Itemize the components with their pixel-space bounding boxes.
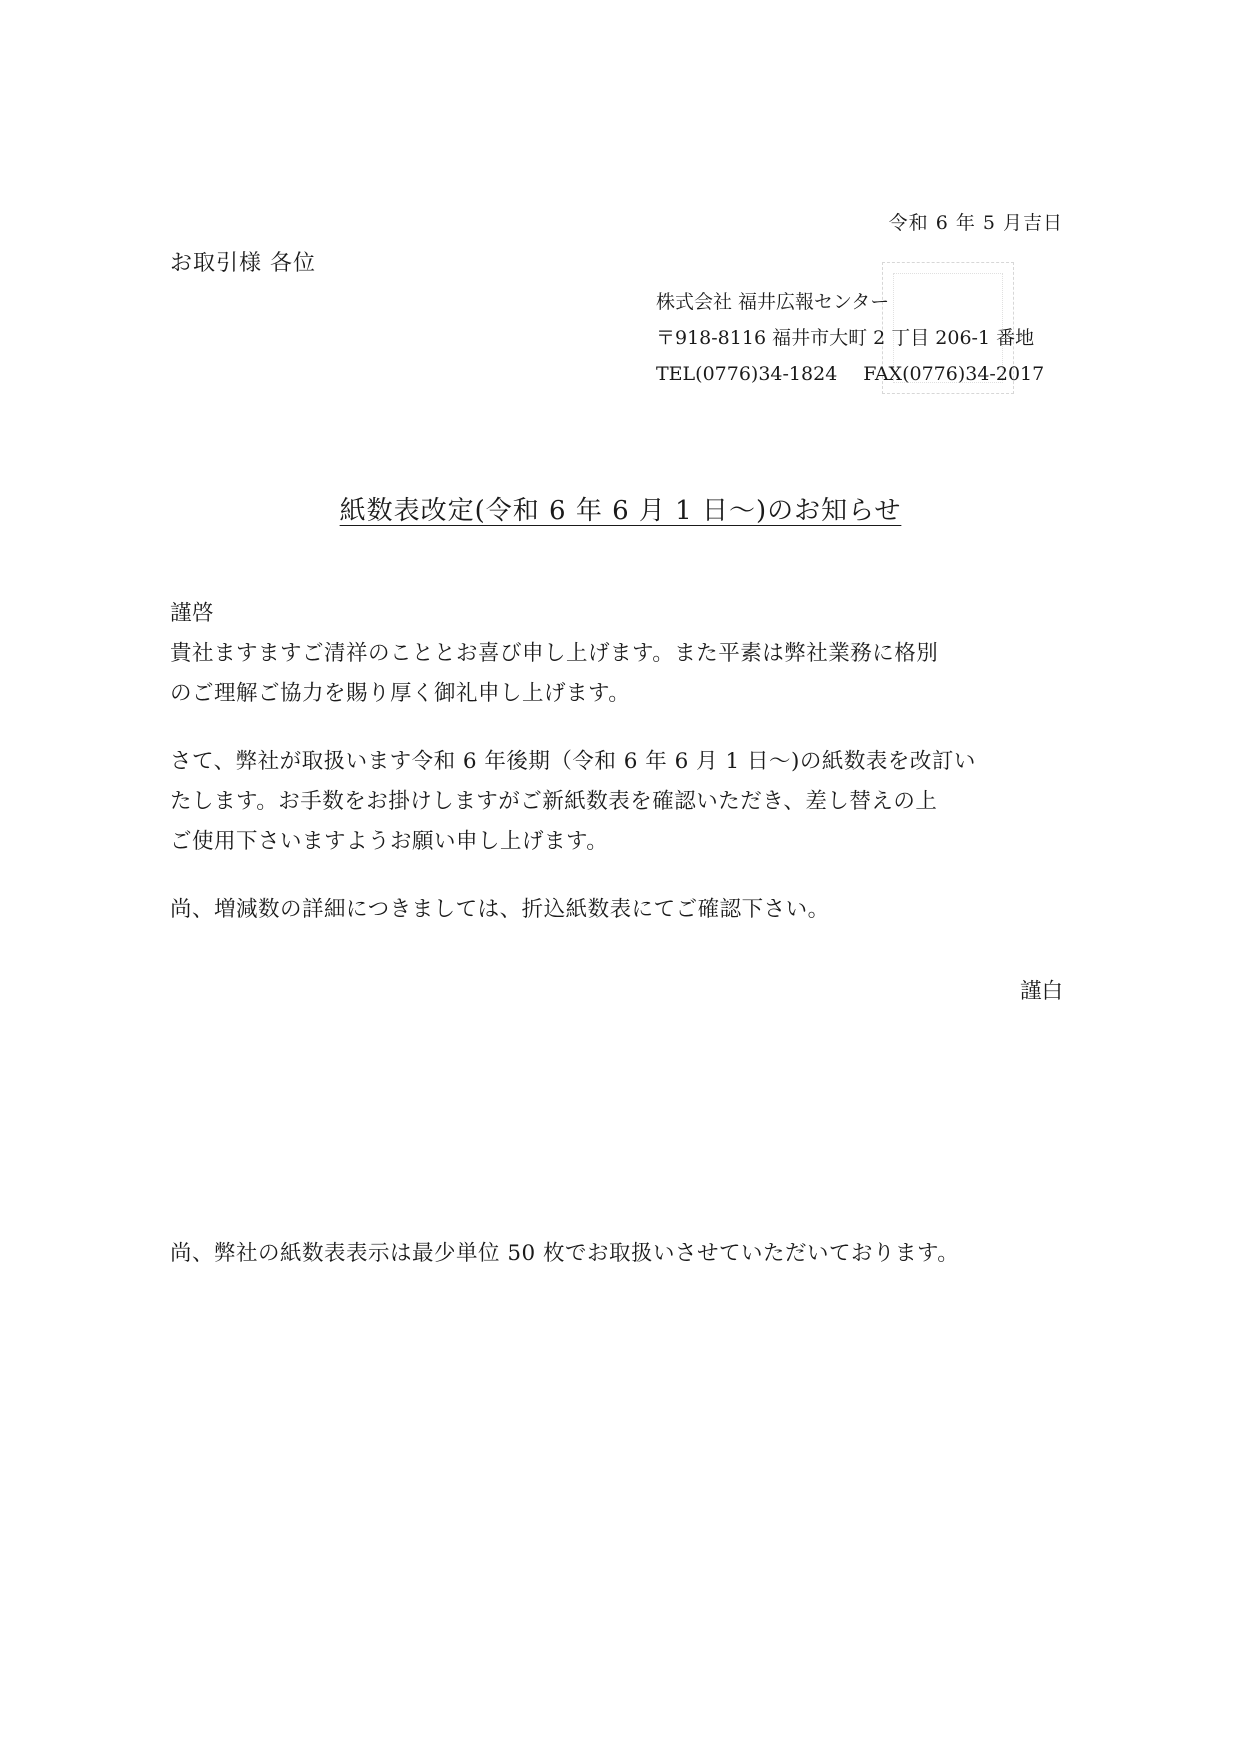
sender-fax: FAX(0776)34-2017	[863, 363, 1045, 385]
paragraph-line: ご使用下さいますようお願い申し上げます。	[170, 829, 609, 854]
document-title: 紙数表改定(令和 6 年 6 月 1 日～)のお知らせ	[339, 496, 902, 526]
sender-address: 〒918-8116 福井市大町 2 丁目 206-1 番地	[656, 327, 1035, 349]
paragraph-1	[170, 634, 1070, 714]
opening-greeting: 謹啓	[170, 601, 215, 626]
paragraph-line: たします。お手数をお掛けしますがご新紙数表を確認いただき、差し替えの上	[170, 789, 938, 814]
paragraph-line: のご理解ご協力を賜り厚く御礼申し上げます。	[170, 681, 631, 706]
sender-block	[656, 284, 1044, 392]
addressee: お取引様 各位	[170, 251, 316, 276]
paragraph-line: 貴社ますますご清祥のこととお喜び申し上げます。また平素は弊社業務に格別	[170, 641, 939, 666]
paragraph-3	[170, 890, 1070, 930]
closing-phrase: 謹白	[1019, 979, 1063, 1004]
paragraph-line: さて、弊社が取扱います令和 6 年後期（令和 6 年 6 月 1 日～)の紙数表を改訂い	[170, 749, 976, 774]
letter-date: 令和 6 年 5 月吉日	[888, 212, 1063, 234]
footnote: 尚、弊社の紙数表表示は最少単位 50 枚でお取扱いさせていただいております。	[170, 1241, 960, 1266]
sender-tel: TEL(0776)34-1824	[656, 363, 838, 385]
sender-contact	[656, 356, 1044, 392]
document-title-wrapper	[0, 490, 1241, 527]
paragraph-2	[170, 742, 1070, 862]
sender-company: 株式会社 福井広報センター	[656, 291, 890, 313]
paragraph-line: 尚、増減数の詳細につきましては、折込紙数表にてご確認下さい。	[170, 897, 830, 922]
